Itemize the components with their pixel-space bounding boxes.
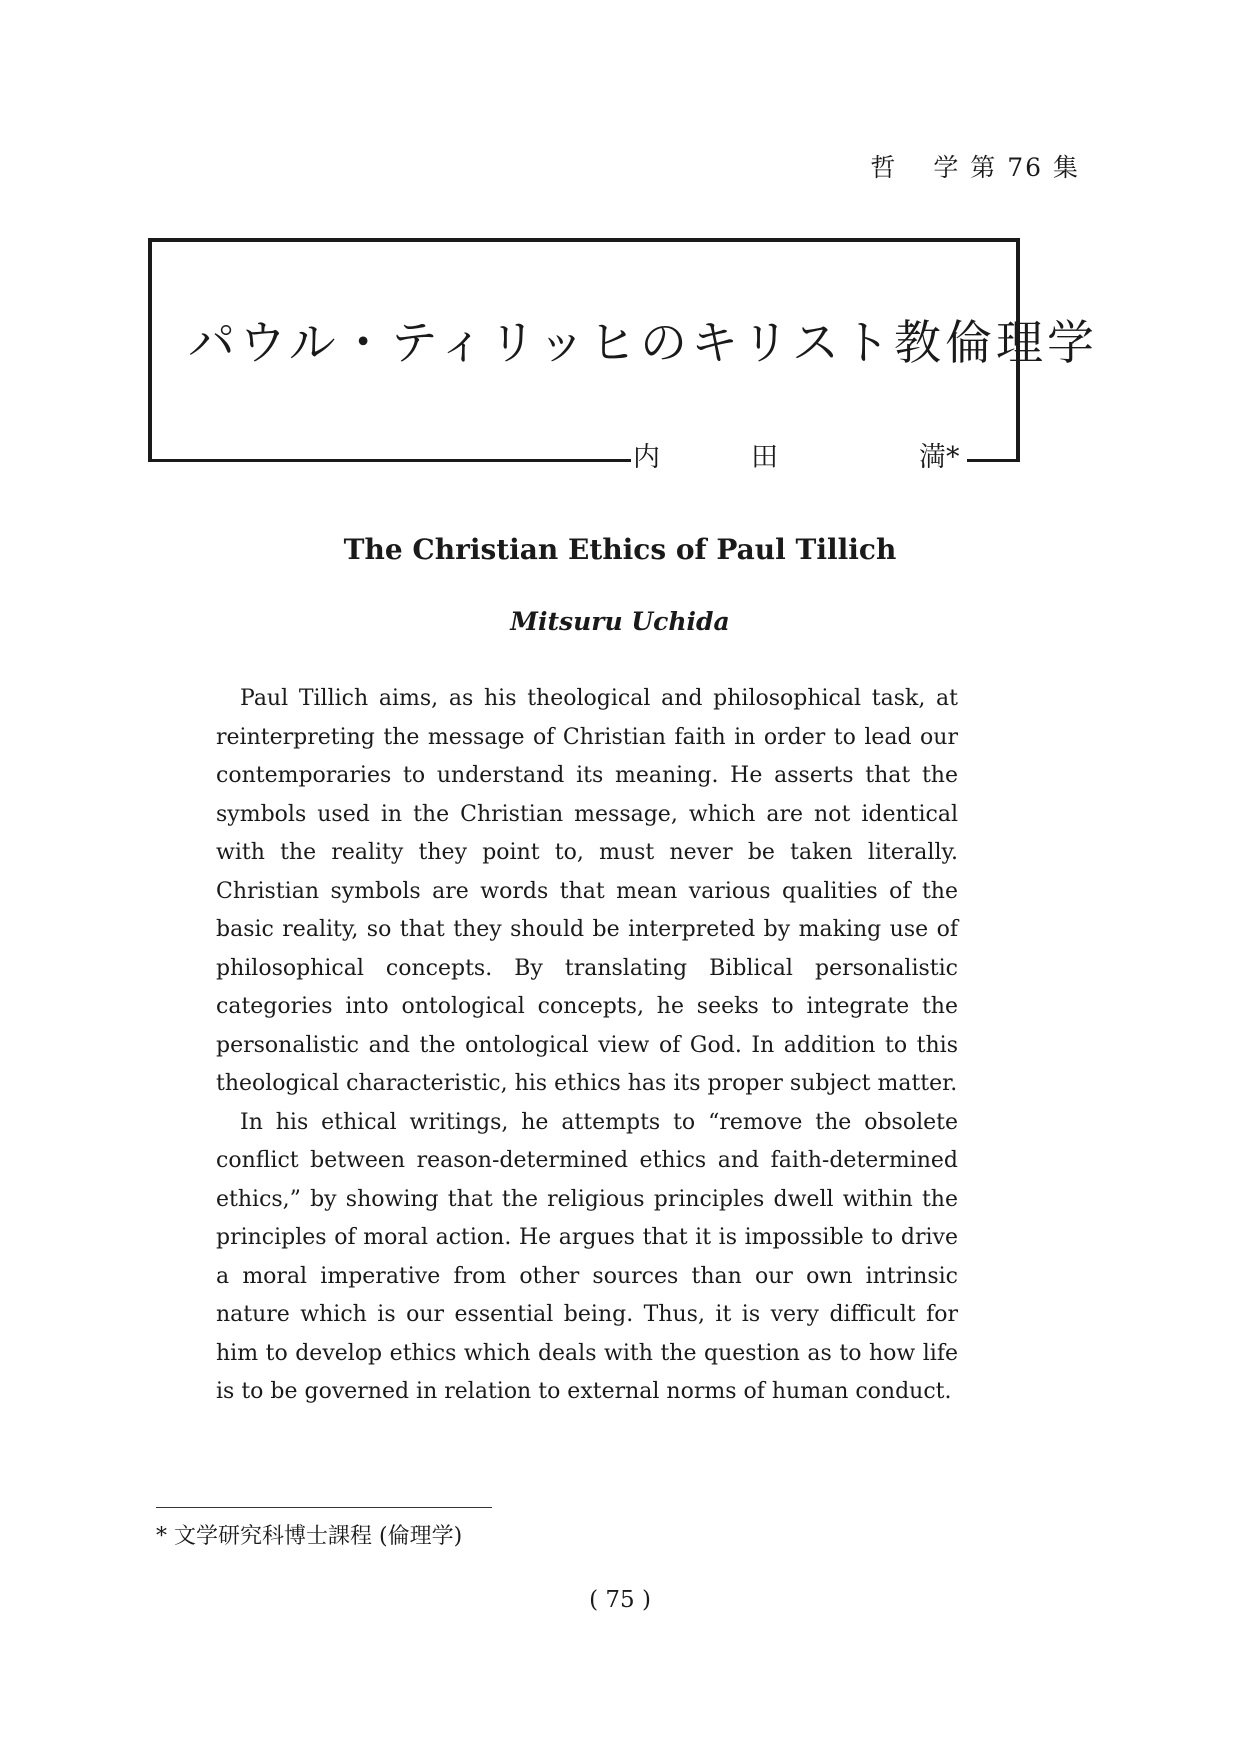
abstract-paragraph-2: In his ethical writings, he attempts to “remove the obsolete conflict between reason-determined ethics and faith-determined ethics,” by showing that the religious principles dwell within the principles of moral action. He argues that it is impossible to drive a moral imperative from other sources than our own intrinsic nature which is our essential being. Thus, it is very difficult for him to develop ethics which deals with the question as to how life is to be governed in relation to external norms of human conduct. <box>216 1109 958 1404</box>
japanese-title: パウル・ティリッヒのキリスト教倫理学 <box>188 316 1099 371</box>
journal-name-part1: 哲 <box>870 153 898 182</box>
abstract-paragraph-1: Paul Tillich aims, as his theological and philosophical task, at reinterpreting the message of Christian faith in order to lead our contemporaries to understand its meaning. He asserts that the symbols used in the Christian message, which are not identical with the reality they point to, must never be taken literally. Christian symbols are words that mean various qualities of the basic reality, so that they should be interpreted by making use of philosophical concepts. By translating Biblical personalistic categories into ontological concepts, he seeks to integrate the personalistic and the ontological view of God. In addition to this theological characteristic, his ethics has its proper subject matter. <box>216 686 958 1096</box>
frame-bottom-left-line <box>148 459 631 462</box>
frame-left-line <box>148 238 152 462</box>
abstract <box>216 680 958 1412</box>
footnote: * 文学研究科博士課程 (倫理学) <box>156 1524 463 1549</box>
journal-name-part2: 学 第 76 集 <box>933 153 1080 182</box>
page-number: ( 75 ) <box>589 1587 651 1613</box>
frame-top-line <box>148 238 1020 242</box>
author-family-char-2: 田 <box>751 442 778 473</box>
title-frame <box>148 238 1099 473</box>
author-family-char-1: 内 <box>633 442 660 473</box>
frame-bottom-right-line <box>967 459 1020 462</box>
english-author: Mitsuru Uchida <box>510 607 730 636</box>
footnote-divider <box>156 1507 492 1508</box>
japanese-author <box>633 444 960 472</box>
author-given-name: 満* <box>919 442 960 473</box>
english-title: The Christian Ethics of Paul Tillich <box>343 533 897 566</box>
journal-header <box>870 148 1080 184</box>
